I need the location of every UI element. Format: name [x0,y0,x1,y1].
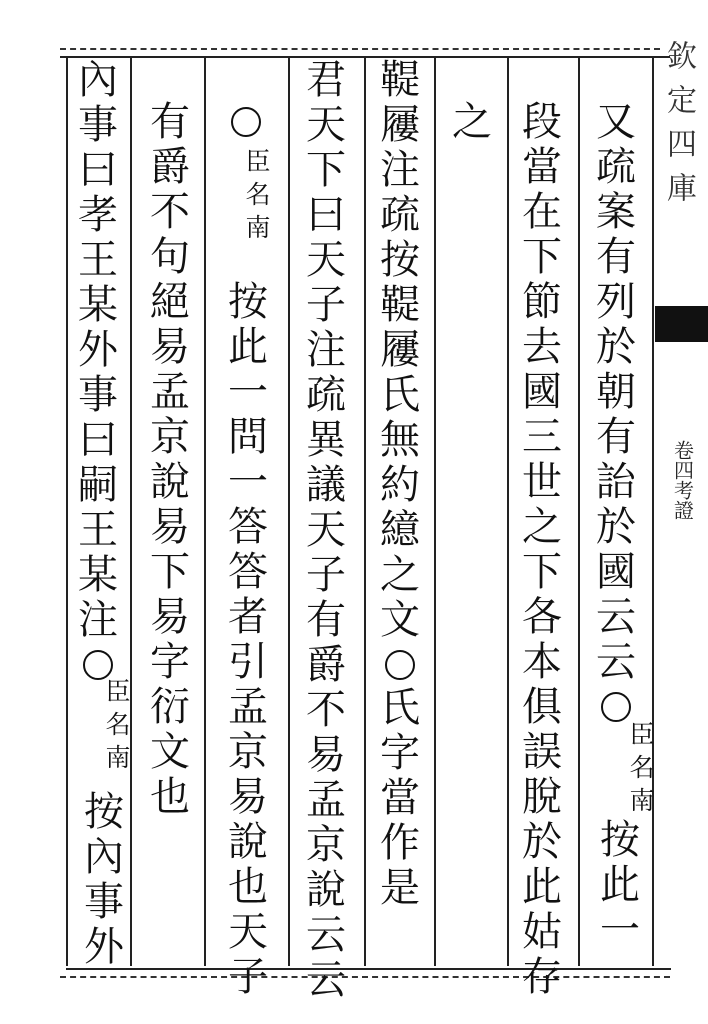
left-frame-line [66,56,68,966]
top-border-dashed [60,48,660,50]
column-1-tail-text: 按 此 一 [600,817,640,953]
column-8-tail-text: 按 內 事 外 [84,789,124,970]
column-4-text-cont: 氏 字 當 作 是 [380,685,420,911]
bottom-border [66,968,671,970]
column-divider [578,56,580,966]
bottom-border-dashed [60,976,670,978]
column-divider [364,56,366,966]
margin-strip-text [656,40,700,300]
column-3-text: 之 [452,99,492,145]
text-column-1-tail [592,818,648,953]
column-divider [204,56,206,966]
circle-mark [231,107,261,137]
right-frame-line [652,56,654,966]
margin-strip-label: 欽定四庫 [661,40,696,216]
text-column-4 [372,58,428,911]
text-column-6 [218,100,274,143]
column-2-text: 段 當 在 下 節 去 國 三 世 之 下 各 本 俱 誤 脫 於 此 姑 存 [522,99,562,1000]
column-1-text: 又 疏 案 有 列 於 朝 有 詒 於 國 云 云 [596,99,636,685]
column-1-note-text: 臣 名 南 [629,720,655,815]
column-7-text: 有 爵 不 句 絕 易 孟 京 說 易 下 易 字 衍 文 也 [150,99,190,820]
column-5-text: 君 天 下 曰 天 子 注 疏 異 議 天 子 有 爵 不 易 孟 京 說 云 云 [306,57,346,1003]
column-1-note [626,718,658,817]
column-6-main-text: 按 此 一 問 一 答 答 者 引 孟 京 易 說 也 天 子 [228,279,268,1000]
margin-tab-mark [655,306,708,342]
column-6-note [242,145,274,244]
text-column-6-main [220,280,276,1000]
text-column-8-tail [76,790,132,970]
column-6-note-text: 臣 名 南 [245,147,271,242]
text-column-8 [70,58,126,686]
text-column-7 [142,100,198,820]
column-4-text: 鞮 屨 注 疏 按 鞮 屨 氏 無 約 繶 之 文 [380,57,420,643]
text-column-1 [588,100,644,728]
column-8-note-text: 臣 名 南 [105,677,131,772]
column-divider [434,56,436,966]
margin-side-label [662,440,702,520]
text-column-3 [444,100,500,145]
circle-mark [385,650,415,680]
column-8-text: 內 事 曰 孝 王 某 外 事 曰 嗣 王 某 注 [78,57,118,643]
text-column-5 [298,58,354,1003]
text-column-2 [514,100,570,1000]
column-divider [507,56,509,966]
column-8-note [102,675,134,774]
column-divider [288,56,290,966]
margin-side-label-text: 卷四考證 [670,440,695,520]
